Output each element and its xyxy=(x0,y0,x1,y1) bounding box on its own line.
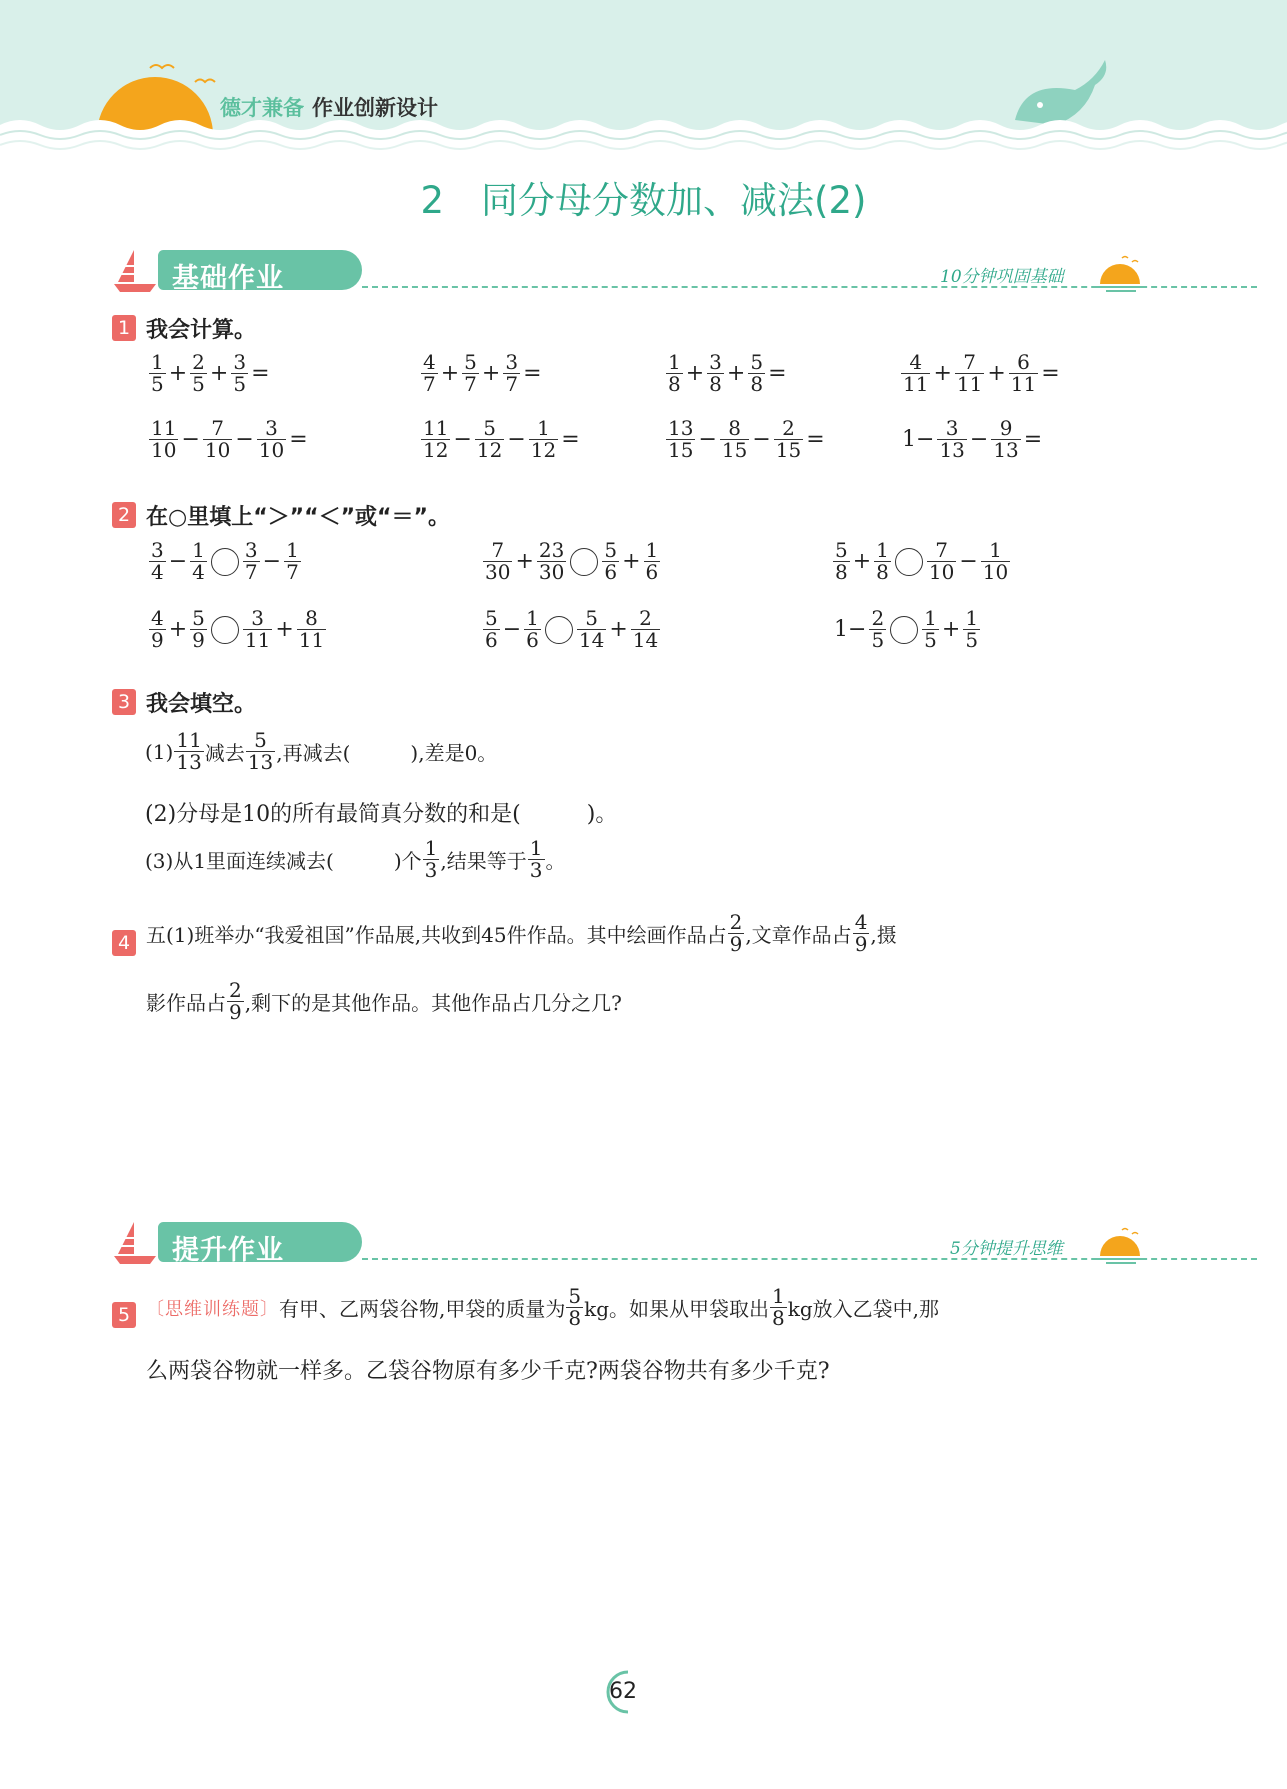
numerator: 3 xyxy=(709,350,722,374)
numerator: 13 xyxy=(668,416,694,440)
fraction xyxy=(528,838,545,881)
numerator: 1 xyxy=(965,606,979,630)
calc-expression xyxy=(148,418,310,461)
comparison-circle xyxy=(895,548,923,576)
numerator: 7 xyxy=(491,538,505,562)
operator: + xyxy=(440,361,460,386)
word-problem-line-2: 么两袋谷物就一样多。乙袋谷物原有多少千克?两袋谷物共有多少千克? xyxy=(146,1359,830,1384)
page-number: 62 xyxy=(609,1679,637,1704)
question-number: 4 xyxy=(112,930,136,956)
fraction xyxy=(227,980,244,1023)
calc-expression xyxy=(148,352,272,395)
text-run: (3)从1里面连续减去( )个 xyxy=(145,849,422,873)
fraction xyxy=(901,352,930,395)
fraction xyxy=(149,608,166,651)
compare-expression xyxy=(832,608,981,651)
denominator: 5 xyxy=(192,372,205,396)
operator: = xyxy=(806,427,825,452)
fraction xyxy=(833,540,850,583)
denominator: 7 xyxy=(423,372,436,396)
denominator: 13 xyxy=(247,750,274,774)
operator: − xyxy=(235,427,254,452)
calc-expression xyxy=(900,418,1044,461)
denominator: 5 xyxy=(151,372,164,396)
operator: + xyxy=(168,617,188,642)
denominator: 13 xyxy=(993,438,1019,462)
text-run: kg放入乙袋中,那 xyxy=(787,1297,940,1321)
operator: + xyxy=(987,361,1006,386)
operator: = xyxy=(251,361,270,386)
fraction xyxy=(297,608,326,651)
operator: − xyxy=(168,549,188,574)
fraction xyxy=(874,540,891,583)
compare-expression xyxy=(148,540,302,583)
operator: = xyxy=(1041,361,1060,386)
numerator: 1 xyxy=(526,606,539,630)
operator: = xyxy=(289,427,308,452)
fraction xyxy=(243,608,272,651)
numerator: 3 xyxy=(505,350,519,374)
fraction xyxy=(927,540,956,583)
denominator: 13 xyxy=(939,438,965,462)
denominator: 11 xyxy=(244,628,271,652)
comparison-circle xyxy=(211,548,239,576)
fraction xyxy=(566,1286,583,1329)
numerator: 1 xyxy=(529,836,543,860)
denominator: 9 xyxy=(192,628,205,652)
numerator: 23 xyxy=(538,538,565,562)
fraction xyxy=(537,540,566,583)
denominator: 6 xyxy=(645,560,659,584)
denominator: 7 xyxy=(505,372,519,396)
fraction xyxy=(423,838,440,881)
calc-expression xyxy=(420,418,582,461)
calc-expression xyxy=(900,352,1062,395)
operator: = xyxy=(1023,427,1043,452)
denominator: 9 xyxy=(229,1000,242,1024)
operator: − xyxy=(502,617,522,642)
fraction xyxy=(853,912,870,955)
denominator: 8 xyxy=(568,1306,582,1330)
brand-name: 德才兼备 xyxy=(220,96,304,120)
denominator: 3 xyxy=(424,858,438,882)
fraction xyxy=(503,352,520,395)
fraction xyxy=(602,540,619,583)
numerator: 2 xyxy=(782,416,795,440)
denominator: 6 xyxy=(485,628,498,652)
compare-expression xyxy=(148,608,327,651)
operator: + xyxy=(609,617,628,642)
denominator: 10 xyxy=(151,438,177,462)
denominator: 3 xyxy=(529,858,543,882)
question-title: 我会填空。 xyxy=(146,692,257,717)
fraction xyxy=(981,540,1010,583)
denominator: 6 xyxy=(526,628,539,652)
calc-expression xyxy=(665,352,789,395)
operator: − xyxy=(752,427,771,452)
fraction xyxy=(243,540,260,583)
numerator: 4 xyxy=(854,910,868,934)
operator: + xyxy=(726,361,746,386)
fraction xyxy=(421,418,450,461)
sailboat-icon xyxy=(112,246,160,294)
numerator: 7 xyxy=(963,350,976,374)
page-header xyxy=(0,0,1287,160)
numerator: 11 xyxy=(151,416,177,440)
text-run: 五(1)班举办“我爱祖国”作品展,共收到45件作品。其中绘画作品占 xyxy=(146,923,727,947)
word-problem-line-1 xyxy=(146,1286,939,1329)
fraction xyxy=(421,352,438,395)
denominator: 11 xyxy=(298,628,325,652)
numerator: 5 xyxy=(750,350,764,374)
operator: = xyxy=(768,361,787,386)
fraction xyxy=(190,608,207,651)
word-problem-line-2 xyxy=(146,980,622,1023)
denominator: 9 xyxy=(729,932,743,956)
compare-expression xyxy=(832,540,1011,583)
text-run: ,剩下的是其他作品。其他作品占几分之几? xyxy=(244,991,622,1015)
fraction xyxy=(483,540,512,583)
operator: + xyxy=(941,617,961,642)
numerator: 4 xyxy=(423,350,436,374)
denominator: 10 xyxy=(204,438,231,462)
text-run: ,摄 xyxy=(870,923,897,947)
numerator: 9 xyxy=(999,416,1013,440)
denominator: 12 xyxy=(530,438,557,462)
denominator: 30 xyxy=(538,560,565,584)
fill-blank-line-3 xyxy=(145,838,566,881)
denominator: 5 xyxy=(233,372,247,396)
denominator: 15 xyxy=(775,438,802,462)
fraction xyxy=(937,418,966,461)
denominator: 10 xyxy=(928,560,955,584)
numerator: 1 xyxy=(192,538,205,562)
numerator: 5 xyxy=(192,606,205,630)
numerator: 2 xyxy=(729,910,743,934)
fraction xyxy=(991,418,1020,461)
denominator: 5 xyxy=(871,628,885,652)
fraction xyxy=(284,540,301,583)
fraction xyxy=(774,418,803,461)
numerator: 8 xyxy=(728,416,741,440)
denominator: 9 xyxy=(151,628,164,652)
fraction xyxy=(149,418,178,461)
section-title: 基础作业 xyxy=(172,263,284,294)
numerator: 7 xyxy=(211,416,224,440)
fraction xyxy=(462,352,479,395)
numerator: 1 xyxy=(989,538,1002,562)
denominator: 13 xyxy=(176,750,202,774)
fraction xyxy=(149,352,166,395)
operator: + xyxy=(209,361,229,386)
comparison-circle xyxy=(545,616,573,644)
question-number: 1 xyxy=(112,315,136,341)
numerator: 1 xyxy=(645,538,659,562)
numerator: 1 xyxy=(537,416,550,440)
calc-expression xyxy=(420,352,544,395)
fill-blank-line-1 xyxy=(145,730,497,773)
section-tip: 10分钟巩固基础 xyxy=(940,267,1064,287)
operator: + xyxy=(168,361,188,386)
fraction xyxy=(869,608,886,651)
numerator: 2 xyxy=(871,606,885,630)
fraction xyxy=(529,418,558,461)
comparison-circle xyxy=(211,616,239,644)
operator: − xyxy=(262,549,282,574)
denominator: 11 xyxy=(1010,372,1037,396)
numerator: 3 xyxy=(265,416,278,440)
denominator: 7 xyxy=(464,372,477,396)
numerator: 1 xyxy=(772,1284,785,1308)
numerator: 1 xyxy=(151,350,164,374)
numerator: 11 xyxy=(176,728,202,752)
text-run: 影作品占 xyxy=(146,991,226,1015)
numerator: 3 xyxy=(233,350,247,374)
numerator: 4 xyxy=(909,350,923,374)
fraction xyxy=(246,730,275,773)
denominator: 9 xyxy=(854,932,868,956)
comparison-circle xyxy=(890,616,918,644)
operator: 1− xyxy=(902,427,935,452)
question-title: 在○里填上“＞”“＜”或“＝”。 xyxy=(146,505,450,530)
question-number: 2 xyxy=(112,502,136,528)
fraction xyxy=(922,608,939,651)
header-decoration xyxy=(0,0,1287,160)
fraction xyxy=(231,352,248,395)
operator: − xyxy=(453,427,472,452)
question-title: 我会计算。 xyxy=(146,318,257,343)
fraction xyxy=(666,418,695,461)
numerator: 5 xyxy=(485,606,498,630)
denominator: 11 xyxy=(903,372,929,396)
fraction xyxy=(631,608,660,651)
denominator: 14 xyxy=(578,628,605,652)
page-title: 2 同分母分数加、减法(2) xyxy=(420,179,867,222)
operator: 1− xyxy=(834,617,867,642)
denominator: 30 xyxy=(485,560,511,584)
text-run: ,文章作品占 xyxy=(745,923,852,947)
operator: = xyxy=(523,361,542,386)
numerator: 5 xyxy=(483,416,496,440)
numerator: 6 xyxy=(1017,350,1030,374)
calc-expression xyxy=(665,418,827,461)
section-title: 提升作业 xyxy=(172,1235,284,1266)
operator: − xyxy=(698,427,717,452)
operator: − xyxy=(969,427,989,452)
numerator: 2 xyxy=(229,978,242,1002)
fraction xyxy=(257,418,286,461)
fraction xyxy=(174,730,203,773)
operator: + xyxy=(515,549,534,574)
denominator: 6 xyxy=(604,560,618,584)
fraction xyxy=(728,912,745,955)
denominator: 10 xyxy=(982,560,1009,584)
question-number: 3 xyxy=(112,689,136,715)
word-problem-line-1 xyxy=(146,912,897,955)
question-tag: 〔思维训练题〕 xyxy=(146,1298,279,1320)
sunset-icon xyxy=(1092,254,1152,294)
text-run: kg。如果从甲袋取出 xyxy=(584,1297,770,1321)
denominator: 7 xyxy=(286,560,299,584)
denominator: 15 xyxy=(668,438,694,462)
denominator: 14 xyxy=(632,628,659,652)
sailboat-icon xyxy=(112,1218,160,1266)
text-run: 减去 xyxy=(204,741,245,765)
section-banner-advanced xyxy=(112,1218,1152,1268)
fraction xyxy=(666,352,683,395)
denominator: 12 xyxy=(476,438,503,462)
numerator: 1 xyxy=(424,836,438,860)
numerator: 5 xyxy=(835,538,848,562)
operator: + xyxy=(685,361,705,386)
denominator: 11 xyxy=(956,372,983,396)
numerator: 5 xyxy=(604,538,618,562)
operator: + xyxy=(275,617,294,642)
denominator: 8 xyxy=(772,1306,785,1330)
operator: + xyxy=(481,361,501,386)
operator: = xyxy=(561,427,580,452)
operator: + xyxy=(622,549,641,574)
numerator: 8 xyxy=(305,606,318,630)
question-number: 5 xyxy=(112,1302,136,1328)
denominator: 8 xyxy=(876,560,889,584)
numerator: 5 xyxy=(254,728,267,752)
denominator: 15 xyxy=(721,438,748,462)
operator: + xyxy=(933,361,952,386)
fraction xyxy=(644,540,661,583)
fraction xyxy=(483,608,500,651)
numerator: 3 xyxy=(945,416,959,440)
text-run: ,再减去( ),差是0。 xyxy=(276,741,498,765)
numerator: 5 xyxy=(585,606,598,630)
denominator: 5 xyxy=(965,628,979,652)
compare-expression xyxy=(482,608,661,651)
numerator: 2 xyxy=(639,606,652,630)
comparison-circle xyxy=(570,548,598,576)
numerator: 3 xyxy=(151,538,164,562)
numerator: 7 xyxy=(935,538,948,562)
section-banner-basic xyxy=(112,246,1152,296)
fraction xyxy=(190,540,207,583)
numerator: 1 xyxy=(876,538,889,562)
denominator: 7 xyxy=(244,560,258,584)
fraction xyxy=(524,608,541,651)
numerator: 11 xyxy=(423,416,449,440)
sunset-icon xyxy=(1092,1226,1152,1266)
fraction xyxy=(475,418,504,461)
text-run: (1) xyxy=(145,739,174,764)
numerator: 5 xyxy=(464,350,477,374)
fraction xyxy=(748,352,765,395)
fill-blank-line-2: (2)分母是10的所有最简真分数的和是( )。 xyxy=(145,802,618,827)
fraction xyxy=(955,352,984,395)
numerator: 1 xyxy=(286,538,299,562)
denominator: 8 xyxy=(835,560,848,584)
fraction xyxy=(577,608,606,651)
denominator: 4 xyxy=(151,560,164,584)
section-tip: 5分钟提升思维 xyxy=(950,1239,1063,1259)
denominator: 12 xyxy=(423,438,449,462)
operator: + xyxy=(852,549,872,574)
fraction xyxy=(707,352,724,395)
text-run: 。 xyxy=(545,849,566,873)
fraction xyxy=(1009,352,1038,395)
fraction xyxy=(149,540,166,583)
operator: − xyxy=(959,549,978,574)
denominator: 4 xyxy=(192,560,205,584)
numerator: 3 xyxy=(251,606,264,630)
brand xyxy=(220,92,438,122)
numerator: 5 xyxy=(568,1284,582,1308)
denominator: 10 xyxy=(258,438,285,462)
numerator: 2 xyxy=(192,350,205,374)
brand-subtitle: 作业创新设计 xyxy=(312,96,438,120)
fraction xyxy=(770,1286,787,1329)
denominator: 5 xyxy=(924,628,937,652)
fraction xyxy=(720,418,749,461)
numerator: 4 xyxy=(151,606,164,630)
numerator: 3 xyxy=(244,538,258,562)
text-run: ,结果等于 xyxy=(440,849,527,873)
numerator: 1 xyxy=(924,606,937,630)
text-run: 有甲、乙两袋谷物,甲袋的质量为 xyxy=(279,1297,566,1321)
denominator: 8 xyxy=(750,372,764,396)
fraction xyxy=(203,418,232,461)
operator: − xyxy=(181,427,200,452)
compare-expression xyxy=(482,540,661,583)
fraction xyxy=(190,352,207,395)
fraction xyxy=(963,608,980,651)
operator: − xyxy=(507,427,526,452)
denominator: 8 xyxy=(668,372,681,396)
numerator: 1 xyxy=(668,350,681,374)
denominator: 8 xyxy=(709,372,722,396)
